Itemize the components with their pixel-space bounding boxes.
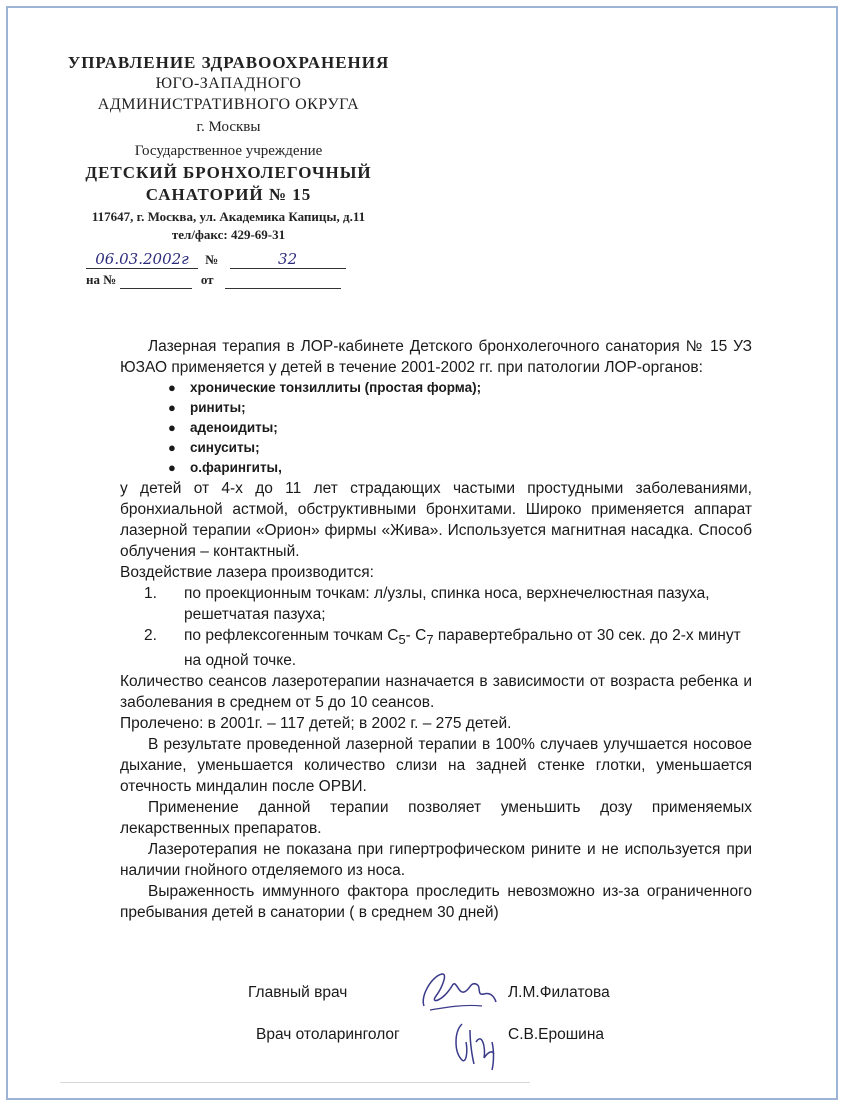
ref-label: на № (86, 272, 117, 287)
ref-date-blank (225, 272, 341, 289)
institution-type: Государственное учреждение (134, 143, 323, 159)
org-line-3: АДМИНИСТРАТИВНОГО ОКРУГА (97, 96, 360, 113)
list-item: ● аденоидиты; (168, 418, 752, 438)
letter-body (120, 336, 752, 923)
list-item: ● синуситы; (168, 438, 752, 458)
bullet-icon: ● (168, 440, 176, 455)
org-line-2: ЮГО-ЗАПАДНОГО (155, 75, 302, 92)
impact-list (120, 583, 752, 671)
org-city: г. Москвы (196, 119, 261, 135)
list-item: ● хронические тонзиллиты (простая форма); (168, 378, 752, 398)
pathology-list (120, 378, 752, 478)
list-item: ● о.фарингиты, (168, 458, 752, 478)
bullet-icon: ● (168, 420, 176, 435)
scan-edge-line (60, 1082, 530, 1083)
ent-signature (448, 1012, 508, 1072)
bullet-icon: ● (168, 400, 176, 415)
treated-paragraph: Пролечено: в 2001г. – 117 детей; в 2002 г. – 275 детей. (120, 715, 512, 733)
ref-number-blank (120, 272, 192, 289)
ent-doctor-name: С.В.Ерошина (508, 1026, 604, 1043)
result-paragraph: В результате проведенной лазерной терапии в 100% случаев улучшается носовое дыхание, уменьшается количество слизи на задней стенке глотки, уменьшается отечность миндалин после ОРВИ. (120, 736, 752, 796)
ent-doctor-title: Врач отоларинголог (256, 1026, 400, 1043)
institution-address: 117647, г. Москва, ул. Академика Капицы, д.11 (91, 209, 366, 224)
intro-paragraph: Лазерная терапия в ЛОР-кабинете Детского бронхолегочного санатория № 15 УЗ ЮЗАО применяется у детей в течение 2001-2002 гг. при патологии ЛОР-органов: (120, 338, 752, 376)
handwritten-date: 06.03.2002г (86, 250, 198, 269)
institution-phone: тел/факс: 429-69-31 (171, 227, 286, 242)
institution-name-line-2: САНАТОРИЙ № 15 (145, 185, 312, 204)
contraindication-paragraph: Лазеротерапия не показана при гипертрофическом рините и не используется при наличии гнойного отделяемого из носа. (120, 841, 752, 880)
reference-registration (86, 272, 341, 289)
chief-doctor-name: Л.М.Филатова (508, 984, 610, 1001)
item-number: 2. (144, 627, 157, 644)
immune-paragraph: Выраженность иммунного фактора проследить невозможно из-за ограниченного пребывания детей в санатории ( в среднем 30 дней) (120, 883, 752, 922)
application-paragraph: Применение данной терапии позволяет уменьшить дозу применяемых лекарственных препаратов. (120, 799, 752, 838)
handwritten-number: 32 (230, 250, 346, 269)
list-item: ● риниты; (168, 398, 752, 418)
item-number: 1. (144, 585, 157, 602)
list-item: 1. по проекционным точкам: л/узлы, спинка носа, верхнечелюстная пазуха, решетчатая пазуха; (144, 585, 710, 623)
list-item: 2. по рефлексогенным точкам $С_5-$ $С_7$ паравертебрально от 30 сек. до 2-х минут на одной точке. (144, 627, 741, 670)
institution-name-line-1: ДЕТСКИЙ БРОНХОЛЕГОЧНЫЙ (85, 163, 372, 182)
number-label: № (205, 252, 219, 267)
outgoing-registration (86, 250, 346, 269)
sessions-paragraph: Количество сеансов лазеротерапии назначается в зависимости от возраста ребенка и заболевания в среднем от 5 до 10 сеансов. (120, 673, 752, 712)
patients-paragraph: у детей от 4-х до 11 лет страдающих частыми простудными заболеваниями, бронхиальной астмой, обструктивными бронхитами. Широко применяется аппарат лазерной терапии «Орион» фирмы «Жива». Используется магнитная насадка. Способ облучения – контактный. (120, 480, 752, 560)
org-line-1: УПРАВЛЕНИЕ ЗДРАВООХРАНЕНИЯ (67, 53, 390, 72)
impact-intro: Воздействие лазера производится: (120, 564, 374, 581)
from-label: от (200, 272, 214, 287)
bullet-icon: ● (168, 380, 176, 395)
chief-signature (412, 966, 502, 1016)
chief-doctor-title: Главный врач (248, 984, 348, 1001)
bullet-icon: ● (168, 460, 176, 475)
letterhead (56, 52, 401, 244)
